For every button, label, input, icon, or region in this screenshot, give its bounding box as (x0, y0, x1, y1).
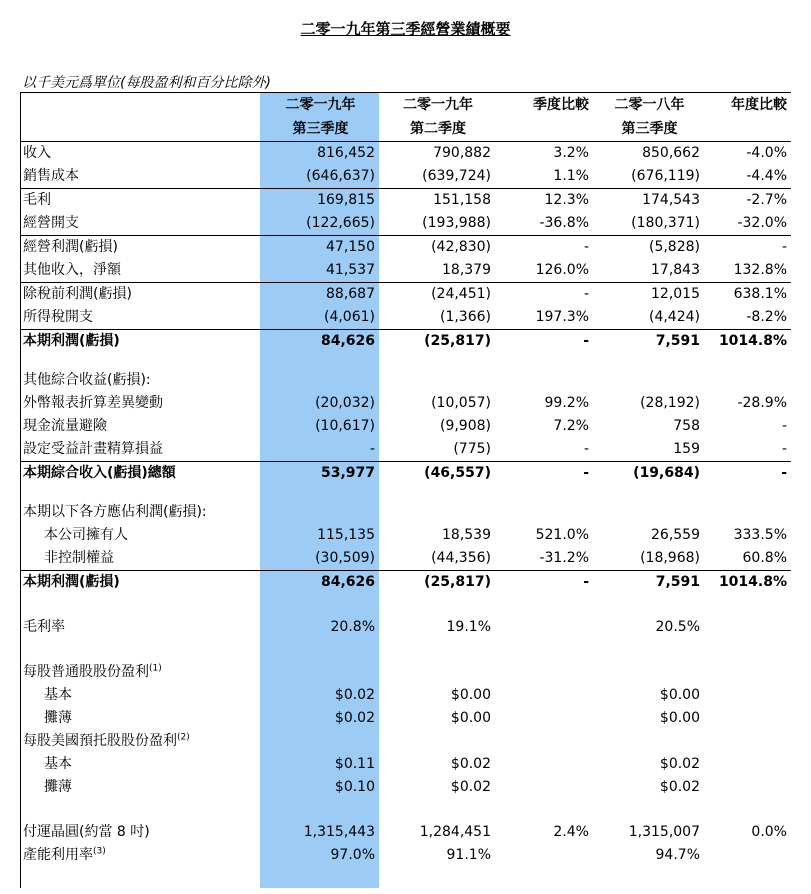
table-row (20, 524, 791, 547)
row-label: 付運晶圓(約當 8 吋) (23, 824, 150, 840)
cell-q2-2019: $0.02 (450, 779, 491, 795)
table-row (20, 142, 791, 166)
cell-yoy: - (704, 462, 791, 486)
cell-yoy: 638.1% (704, 283, 791, 307)
cell-qoq: -36.8% (539, 215, 589, 231)
col-header-q3-2019-sub: 第三季度 (292, 121, 349, 137)
section-heading-row (20, 661, 791, 684)
table-row (20, 415, 791, 438)
col-header-q3-2018: 二零一八年 (614, 97, 685, 113)
table-row (20, 616, 791, 639)
cell-q3-2019: (4,061) (323, 309, 375, 325)
row-label: 外幣報表折算差異變動 (23, 395, 163, 411)
cell-q3-2018: (4,424) (648, 309, 700, 325)
results-table (20, 93, 791, 867)
cell-yoy: -28.9% (737, 395, 787, 411)
footnote-marker: (1) (149, 663, 162, 674)
cell-qoq (495, 844, 593, 867)
cell-qoq: - (495, 462, 593, 486)
cell-q3-2019: 41,537 (326, 262, 375, 278)
cell-q3-2018: 12,015 (593, 283, 704, 307)
cell-q2-2019: 790,882 (379, 142, 495, 166)
row-label: 所得稅開支 (23, 309, 93, 325)
cell-qoq: 99.2% (544, 395, 589, 411)
cell-yoy: 333.5% (733, 527, 787, 543)
section-heading: 每股美國預托股股份盈利$^{(2)}$ (23, 732, 190, 749)
row-label: 攤薄 (44, 710, 72, 726)
cell-qoq: - (495, 283, 593, 307)
cell-q3-2019: $0.02 (334, 687, 375, 703)
page-title: 二零一九年第三季經營業績概要 (300, 20, 511, 38)
cell-q3-2019: $0.02 (334, 710, 375, 726)
cell-q3-2018: 159 (673, 441, 700, 457)
cell-q3-2018: $0.02 (659, 779, 700, 795)
table-row-total (20, 330, 791, 354)
spacer-row (20, 799, 791, 821)
cell-yoy: - (781, 441, 787, 457)
cell-q3-2018: 26,559 (651, 527, 700, 543)
cell-yoy: -8.2% (746, 309, 787, 325)
row-label: 基本 (44, 756, 72, 772)
row-label: 現金流量避險 (23, 418, 107, 434)
cell-q2-2019: (46,557) (379, 462, 495, 486)
cell-yoy (704, 844, 791, 867)
cell-q3-2019: (30,509) (315, 550, 375, 566)
cell-q3-2019: 88,687 (260, 283, 379, 307)
cell-q3-2019: 816,452 (260, 142, 379, 166)
cell-qoq: 1.1% (553, 168, 589, 184)
table-row (20, 283, 791, 307)
table-row (20, 753, 791, 776)
section-heading: 每股普通股股份盈利$^{(1)}$ (23, 663, 162, 680)
cell-qoq: - (495, 330, 593, 354)
spacer-row (20, 353, 791, 369)
cell-qoq: 12.3% (495, 189, 593, 213)
cell-q3-2019: (10,617) (315, 418, 375, 434)
cell-q3-2018: 7,591 (593, 330, 704, 354)
row-label: 除稅前利潤(虧損) (20, 283, 260, 307)
cell-yoy (704, 616, 791, 639)
cell-qoq: 126.0% (535, 262, 589, 278)
row-label: 銷售成本 (23, 168, 79, 184)
cell-qoq (495, 776, 593, 799)
cell-q2-2019: (10,057) (431, 395, 491, 411)
spacer-row (20, 639, 791, 661)
table-row (20, 684, 791, 707)
cell-yoy: 1014.8% (704, 571, 791, 595)
cell-q2-2019: 1,284,451 (419, 824, 491, 840)
row-label: 非控制權益 (44, 550, 114, 566)
cell-yoy (704, 753, 791, 776)
cell-q3-2018: $0.00 (659, 687, 700, 703)
cell-q2-2019: (44,356) (431, 550, 491, 566)
cell-q3-2019: $0.10 (334, 779, 375, 795)
row-label: 經營開支 (23, 215, 79, 231)
cell-q2-2019: (24,451) (379, 283, 495, 307)
cell-q3-2019: 47,150 (260, 236, 379, 260)
section-heading: 其他綜合收益(虧損): (23, 372, 151, 388)
cell-q2-2019: $0.00 (450, 687, 491, 703)
cell-qoq: - (495, 236, 593, 260)
row-label: 設定受益計畫精算損益 (23, 441, 163, 457)
cell-q3-2018: (5,828) (593, 236, 704, 260)
table-row (20, 707, 791, 730)
cell-q2-2019: (9,908) (439, 418, 491, 434)
cell-q2-2019: (639,724) (422, 168, 491, 184)
table-row (20, 259, 791, 283)
cell-yoy: 60.8% (742, 550, 787, 566)
cell-q2-2019: 151,158 (379, 189, 495, 213)
cell-q3-2018: 174,543 (593, 189, 704, 213)
cell-q3-2019: 115,135 (317, 527, 375, 543)
table-row-total (20, 462, 791, 486)
row-label: 本期利潤(虧損) (20, 571, 260, 595)
cell-q3-2018: (180,371) (631, 215, 700, 231)
cell-q3-2018: (676,119) (631, 168, 700, 184)
cell-yoy: - (704, 236, 791, 260)
cell-qoq (495, 616, 593, 639)
cell-q3-2018: 850,662 (593, 142, 704, 166)
cell-yoy: 132.8% (733, 262, 787, 278)
row-label: 其他收入，淨額 (23, 262, 121, 278)
cell-yoy: 0.0% (751, 824, 787, 840)
footnote-marker: (2) (177, 732, 190, 743)
col-header-yoy: 年度比較 (731, 97, 787, 113)
cell-qoq: 7.2% (553, 418, 589, 434)
table-row (20, 844, 791, 867)
cell-q3-2019: 84,626 (260, 571, 379, 595)
cell-qoq: - (583, 441, 589, 457)
cell-q2-2019: (1,366) (439, 309, 491, 325)
row-label: 本公司擁有人 (44, 527, 128, 543)
cell-q2-2019: (193,988) (422, 215, 491, 231)
table-row (20, 165, 791, 189)
cell-q3-2018: 758 (673, 418, 700, 434)
col-header-q2-2019: 二零一九年 (403, 97, 473, 113)
units-note: 以千美元爲單位(每股盈利和百分比除外) (22, 75, 271, 91)
row-label: 毛利 (20, 189, 260, 213)
col-header-q3-2018-sub: 第三季度 (621, 121, 678, 137)
cell-q3-2019: $0.11 (334, 756, 375, 772)
col-header-qoq: 季度比較 (533, 97, 589, 113)
col-header-q3-2019: 二零一九年 (285, 97, 356, 113)
row-label: 產能利用率$^{(3)}$ (23, 846, 106, 863)
cell-q3-2019: 169,815 (260, 189, 379, 213)
cell-qoq: 197.3% (535, 309, 589, 325)
cell-qoq: -31.2% (539, 550, 589, 566)
cell-q3-2018: $0.00 (659, 710, 700, 726)
section-heading: 本期以下各方應佔利潤(虧損): (23, 504, 207, 520)
section-heading-row (20, 501, 791, 524)
cell-qoq: 3.2% (495, 142, 593, 166)
table-row (20, 392, 791, 415)
cell-q2-2019: (775) (453, 441, 491, 457)
cell-q3-2019: 1,315,443 (303, 824, 375, 840)
cell-qoq (495, 753, 593, 776)
cell-q3-2019: (20,032) (315, 395, 375, 411)
col-header-q2-2019-sub: 第二季度 (410, 121, 466, 137)
spacer-row (20, 594, 791, 616)
row-label: 收入 (20, 142, 260, 166)
cell-q2-2019: 18,379 (442, 262, 491, 278)
spacer-row (20, 485, 791, 501)
cell-q3-2018: (19,684) (593, 462, 704, 486)
cell-qoq: - (495, 571, 593, 595)
cell-q3-2018: $0.02 (659, 756, 700, 772)
cell-q3-2019: - (369, 441, 375, 457)
cell-q3-2018: (18,968) (640, 550, 700, 566)
table-row (20, 212, 791, 236)
cell-q2-2019: 91.1% (446, 847, 491, 863)
cell-qoq: 521.0% (535, 527, 589, 543)
table-row (20, 821, 791, 844)
footnote-marker: (3) (93, 846, 106, 857)
cell-q3-2018: 20.5% (655, 619, 700, 635)
cell-q3-2019: 97.0% (330, 847, 375, 863)
cell-q2-2019: $0.02 (450, 756, 491, 772)
table-row (20, 776, 791, 799)
table-row (20, 438, 791, 462)
table-row (20, 306, 791, 330)
row-label: 基本 (44, 687, 72, 703)
cell-q3-2019: (122,665) (306, 215, 375, 231)
row-label: 毛利率 (23, 619, 65, 635)
row-label: 攤薄 (44, 779, 72, 795)
cell-yoy: -32.0% (737, 215, 787, 231)
cell-yoy (704, 776, 791, 799)
cell-q3-2019: 53,977 (260, 462, 379, 486)
cell-q2-2019: (25,817) (379, 571, 495, 595)
cell-yoy: 1014.8% (704, 330, 791, 354)
table-row-total (20, 571, 791, 595)
cell-yoy: -4.0% (704, 142, 791, 166)
cell-q2-2019: $0.00 (450, 710, 491, 726)
cell-yoy (704, 684, 791, 707)
header-row-1 (20, 93, 791, 117)
table-row (20, 236, 791, 260)
cell-q2-2019: 19.1% (446, 619, 491, 635)
cell-q3-2018: 94.7% (655, 847, 700, 863)
section-heading-row (20, 730, 791, 753)
cell-q3-2018: (28,192) (640, 395, 700, 411)
section-heading-row (20, 369, 791, 392)
row-label: 本期利潤(虧損) (20, 330, 260, 354)
cell-q3-2019: 20.8% (330, 619, 375, 635)
cell-qoq (495, 684, 593, 707)
cell-q3-2018: 7,591 (593, 571, 704, 595)
cell-yoy: -2.7% (704, 189, 791, 213)
cell-q2-2019: 18,539 (442, 527, 491, 543)
cell-q2-2019: (25,817) (379, 330, 495, 354)
cell-q3-2019: 84,626 (260, 330, 379, 354)
cell-yoy: -4.4% (746, 168, 787, 184)
cell-q3-2018: 1,315,007 (628, 824, 700, 840)
cell-q3-2018: 17,843 (651, 262, 700, 278)
table-row (20, 189, 791, 213)
cell-yoy: - (781, 418, 787, 434)
row-label: 本期綜合收入(虧損)總額 (20, 462, 260, 486)
cell-q3-2019: (646,637) (306, 168, 375, 184)
cell-q2-2019: (42,830) (379, 236, 495, 260)
header-row-2 (20, 117, 791, 142)
table-row (20, 547, 791, 571)
cell-yoy (704, 707, 791, 730)
cell-qoq: 2.4% (553, 824, 589, 840)
cell-qoq (495, 707, 593, 730)
row-label: 經營利潤(虧損) (20, 236, 260, 260)
